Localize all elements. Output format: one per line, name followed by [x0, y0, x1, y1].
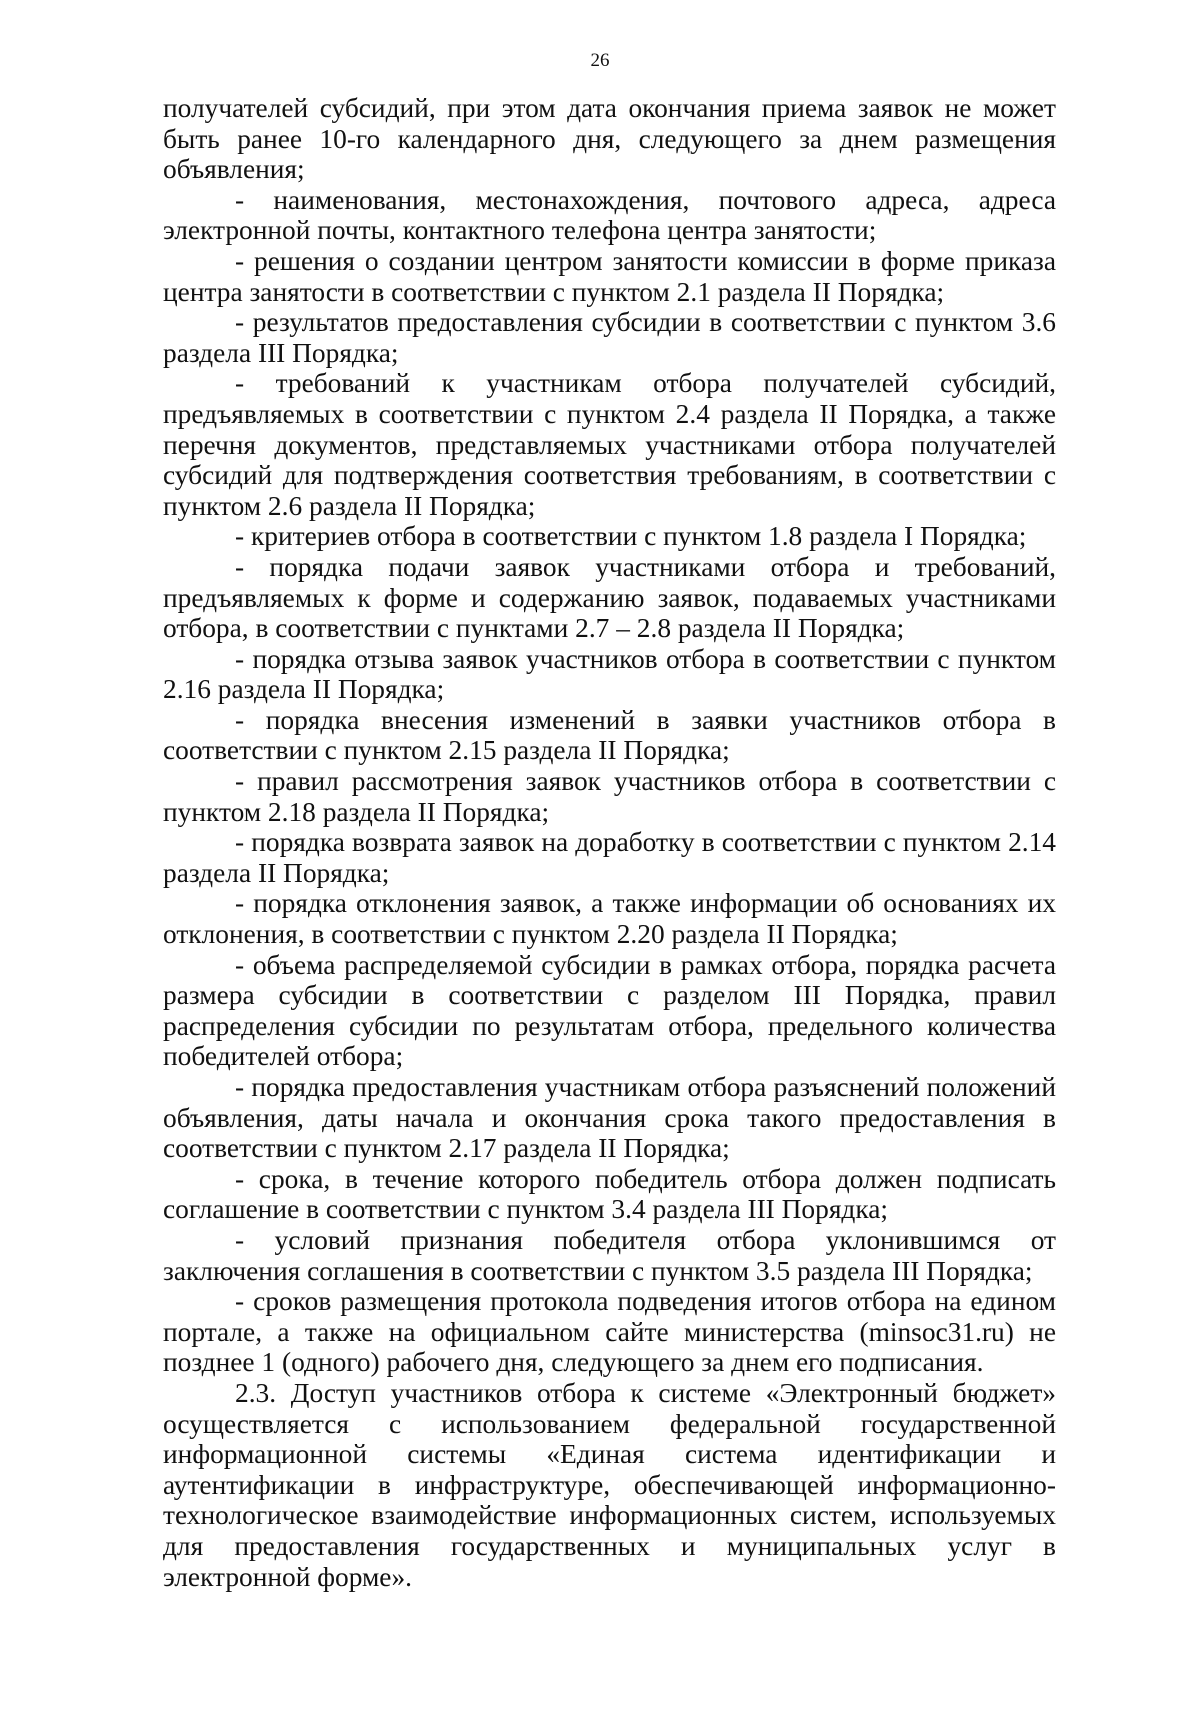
document-body — [163, 93, 1056, 1592]
list-item-changes: - порядка внесения изменений в заявки участников отбора в соответствии с пунктом 2.15 раздела II Порядка; — [163, 704, 1056, 766]
list-item-review-rules: - правил рассмотрения заявок участников отбора в соответствии с пунктом 2.18 раздела II Порядка; — [163, 766, 1056, 827]
paragraph-continuation: получателей субсидий, при этом дата окончания приема заявок не может быть ранее 10-го календарного дня, следующего за днем размещения объявления; — [163, 93, 1056, 185]
paragraph-2-3: 2.3. Доступ участников отбора к системе «Электронный бюджет» осуществляется с использованием федеральной государственной информационной системы «Единая система идентификации и аутентификации в инфраструктуре, обеспечивающей информационно-технологическое взаимодействие информационных систем, используемых для предоставления государственных и муниципальных услуг в электронной форме». — [163, 1377, 1056, 1592]
list-item-volume: - объема распределяемой субсидии в рамках отбора, порядка расчета размера субсидии в соответствии с разделом III Порядка, правил распределения субсидии по результатам отбора, предельного количества победителей отбора; — [163, 949, 1056, 1072]
list-item-contacts: - наименования, местонахождения, почтового адреса, адреса электронной почты, контактного телефона центра занятости; — [163, 184, 1056, 246]
list-item-signing-term: - срока, в течение которого победитель отбора должен подписать соглашение в соответствии с пунктом 3.4 раздела III Порядка; — [163, 1163, 1056, 1225]
list-item-commission: - решения о создании центром занятости комиссии в форме приказа центра занятости в соответствии с пунктом 2.1 раздела II Порядка; — [163, 245, 1056, 307]
list-item-evasion: - условий признания победителя отбора уклонившимся от заключения соглашения в соответствии с пунктом 3.5 раздела III Порядка; — [163, 1224, 1056, 1286]
list-item-rejection: - порядка отклонения заявок, а также информации об основаниях их отклонения, в соответствии с пунктом 2.20 раздела II Порядка; — [163, 888, 1056, 950]
list-item-clarifications: - порядка предоставления участникам отбора разъяснений положений объявления, даты начала и окончания срока такого предоставления в соответствии с пунктом 2.17 раздела II Порядка; — [163, 1072, 1056, 1164]
list-item-requirements: - требований к участникам отбора получателей субсидий, предъявляемых в соответствии с пунктом 2.4 раздела II Порядка, а также перечня документов, представляемых участниками отбора получателей субсидий для подтверждения соответствия требованиям, в соответствии с пунктом 2.6 раздела II Порядка; — [163, 368, 1056, 521]
list-item-withdrawal: - порядка отзыва заявок участников отбора в соответствии с пунктом 2.16 раздела II Порядка; — [163, 643, 1056, 705]
list-item-submission: - порядка подачи заявок участниками отбора и требований, предъявляемых к форме и содержанию заявок, подаваемых участниками отбора, в соответствии с пунктами 2.7 – 2.8 раздела II Порядка; — [163, 551, 1056, 644]
list-item-protocol: - сроков размещения протокола подведения итогов отбора на едином портале, а также на официальном сайте министерства (minsoc31.ru) не позднее 1 (одного) рабочего дня, следующего за днем его подписания. — [163, 1286, 1056, 1378]
list-item-return: - порядка возврата заявок на доработку в соответствии с пунктом 2.14 раздела II Порядка; — [163, 827, 1056, 888]
list-item-results: - результатов предоставления субсидии в соответствии с пунктом 3.6 раздела III Порядка; — [163, 307, 1056, 368]
page-number: 26 — [590, 50, 610, 71]
list-item-criteria: - критериев отбора в соответствии с пунктом 1.8 раздела I Порядка; — [235, 521, 1027, 552]
